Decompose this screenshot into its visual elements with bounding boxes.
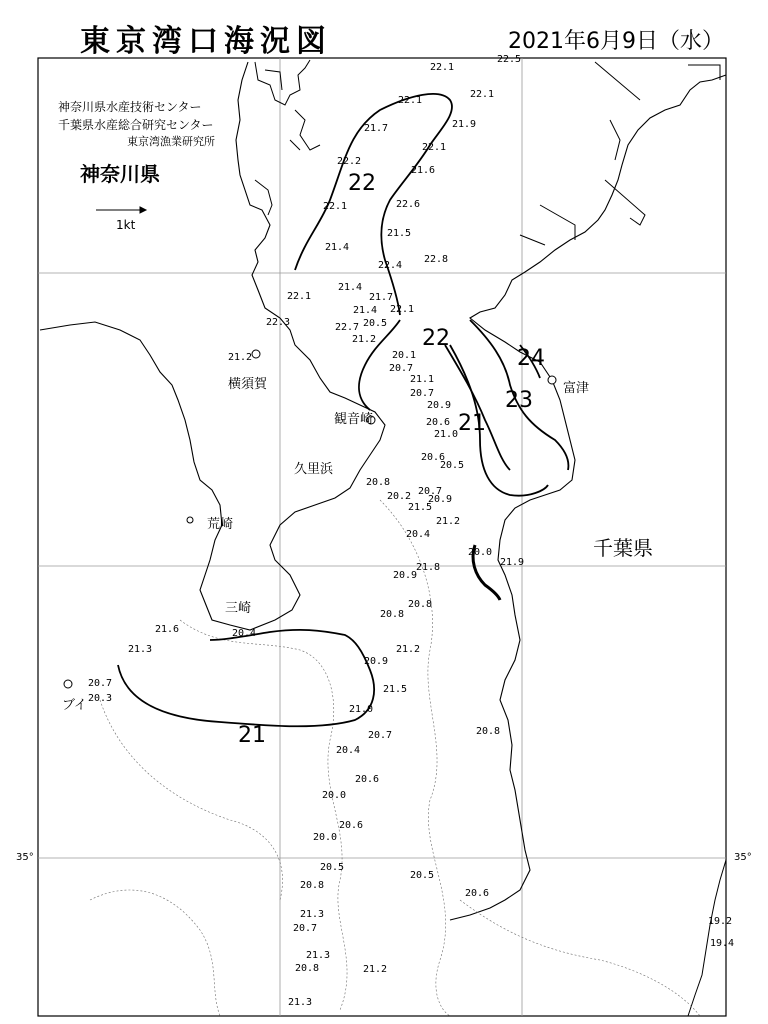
obs-value: 21.2 <box>352 334 377 345</box>
obs-value: 22.1 <box>398 95 423 106</box>
obs-value: 20.6 <box>465 888 490 899</box>
obs-value: 21.7 <box>364 123 389 134</box>
obs-value: 20.8 <box>300 880 325 891</box>
obs-value: 20.6 <box>421 452 446 463</box>
obs-value: 21.7 <box>369 292 394 303</box>
latitude-label-west: 35° <box>16 852 34 863</box>
place-arasaki: 荒崎 <box>207 517 234 532</box>
isotherm-label: 21 <box>458 411 486 436</box>
place-futtsu: 富津 <box>563 381 590 396</box>
scale-label: 1kt <box>116 218 136 232</box>
marker-buoy <box>64 680 72 688</box>
obs-value: 22.2 <box>337 156 362 167</box>
obs-value: 21.8 <box>416 562 441 573</box>
place-kannonzaki: 観音崎 <box>334 412 374 427</box>
obs-value: 20.0 <box>468 547 493 558</box>
isotherm-label: 23 <box>505 388 533 413</box>
obs-value: 20.0 <box>322 790 347 801</box>
obs-value: 22.7 <box>335 322 360 333</box>
institution-tokyo-bay: 東京湾漁業研究所 <box>127 135 215 148</box>
obs-value: 20.6 <box>339 820 364 831</box>
obs-value: 20.0 <box>313 832 338 843</box>
obs-value: 20.5 <box>440 460 465 471</box>
obs-value: 22.6 <box>396 199 421 210</box>
obs-value: 20.4 <box>232 628 257 639</box>
obs-value: 21.4 <box>338 282 363 293</box>
date-label: 2021年6月9日（水） <box>508 29 724 54</box>
place-markers <box>64 350 556 688</box>
obs-value: 22.8 <box>424 254 449 265</box>
marker-yokosuka <box>252 350 260 358</box>
obs-value: 19.2 <box>708 916 733 927</box>
obs-value: 20.8 <box>295 963 320 974</box>
observation-labels <box>88 54 734 1008</box>
place-misaki: 三崎 <box>225 601 252 616</box>
obs-value: 20.7 <box>389 363 414 374</box>
isotherm-label: 21 <box>238 723 266 748</box>
obs-value: 20.2 <box>387 491 412 502</box>
obs-value: 20.1 <box>392 350 417 361</box>
obs-value: 21.0 <box>434 429 459 440</box>
place-yokosuka: 横須賀 <box>228 377 268 392</box>
obs-value: 21.6 <box>155 624 180 635</box>
obs-value: 21.0 <box>349 704 374 715</box>
obs-value: 21.4 <box>325 242 350 253</box>
isotherm-label: 22 <box>348 171 376 196</box>
obs-value: 20.7 <box>410 388 435 399</box>
obs-value: 21.3 <box>128 644 153 655</box>
obs-value: 20.8 <box>476 726 501 737</box>
obs-value: 22.3 <box>266 317 291 328</box>
obs-value: 21.2 <box>436 516 461 527</box>
obs-value: 22.1 <box>470 89 495 100</box>
prefecture-chiba: 千葉県 <box>593 536 653 560</box>
marker-futtsu <box>548 376 556 384</box>
obs-value: 21.9 <box>452 119 477 130</box>
obs-value: 20.4 <box>336 745 361 756</box>
obs-value: 20.7 <box>368 730 393 741</box>
obs-value: 20.7 <box>88 678 113 689</box>
obs-value: 21.2 <box>363 964 388 975</box>
obs-value: 22.1 <box>287 291 312 302</box>
obs-value: 20.6 <box>355 774 380 785</box>
obs-value: 22.1 <box>430 62 455 73</box>
obs-value: 20.8 <box>366 477 391 488</box>
marker-arasaki <box>187 517 193 523</box>
obs-value: 20.9 <box>364 656 389 667</box>
coastline-chiba <box>450 75 726 920</box>
obs-value: 21.5 <box>383 684 408 695</box>
obs-value: 22.1 <box>323 201 348 212</box>
isotherm-label: 22 <box>422 326 450 351</box>
scale-arrow <box>96 207 146 213</box>
isotherm-label: 24 <box>517 346 545 371</box>
latitude-label-east: 35° <box>734 852 752 863</box>
obs-value: 20.7 <box>293 923 318 934</box>
obs-value: 22.1 <box>422 142 447 153</box>
obs-value: 21.5 <box>387 228 412 239</box>
obs-value: 21.3 <box>306 950 331 961</box>
obs-value: 22.4 <box>378 260 403 271</box>
obs-value: 19.4 <box>710 938 735 949</box>
institution-kanagawa: 神奈川県水産技術センター <box>58 100 202 114</box>
page-title: 東京湾口海況図 <box>80 24 332 59</box>
obs-value: 20.5 <box>410 870 435 881</box>
obs-value: 20.7 <box>418 486 443 497</box>
obs-value: 21.1 <box>410 374 435 385</box>
obs-value: 22.5 <box>497 54 522 65</box>
obs-value: 20.9 <box>427 400 452 411</box>
obs-value: 20.8 <box>380 609 405 620</box>
obs-value: 21.6 <box>411 165 436 176</box>
obs-value: 21.5 <box>408 502 433 513</box>
obs-value: 20.5 <box>363 318 388 329</box>
obs-value: 20.3 <box>88 693 113 704</box>
obs-value: 21.9 <box>500 557 525 568</box>
port-structures-north <box>255 60 320 215</box>
obs-value: 20.9 <box>428 494 453 505</box>
obs-value: 20.6 <box>426 417 451 428</box>
prefecture-kanagawa: 神奈川県 <box>80 162 160 186</box>
isotherm-21-south <box>118 630 374 726</box>
obs-value: 21.4 <box>353 305 378 316</box>
obs-value: 22.1 <box>390 304 415 315</box>
obs-value: 20.4 <box>406 529 431 540</box>
obs-value: 20.8 <box>408 599 433 610</box>
obs-value: 20.5 <box>320 862 345 873</box>
place-buoy: ブイ <box>62 698 87 713</box>
obs-value: 21.2 <box>396 644 421 655</box>
isotherm-labels <box>238 171 545 748</box>
obs-value: 20.9 <box>393 570 418 581</box>
obs-value: 21.3 <box>288 997 313 1008</box>
place-kurihama: 久里浜 <box>294 462 334 477</box>
obs-value: 21.3 <box>300 909 325 920</box>
institution-chiba: 千葉県水産総合研究センター <box>58 118 214 132</box>
obs-value: 21.2 <box>228 352 253 363</box>
